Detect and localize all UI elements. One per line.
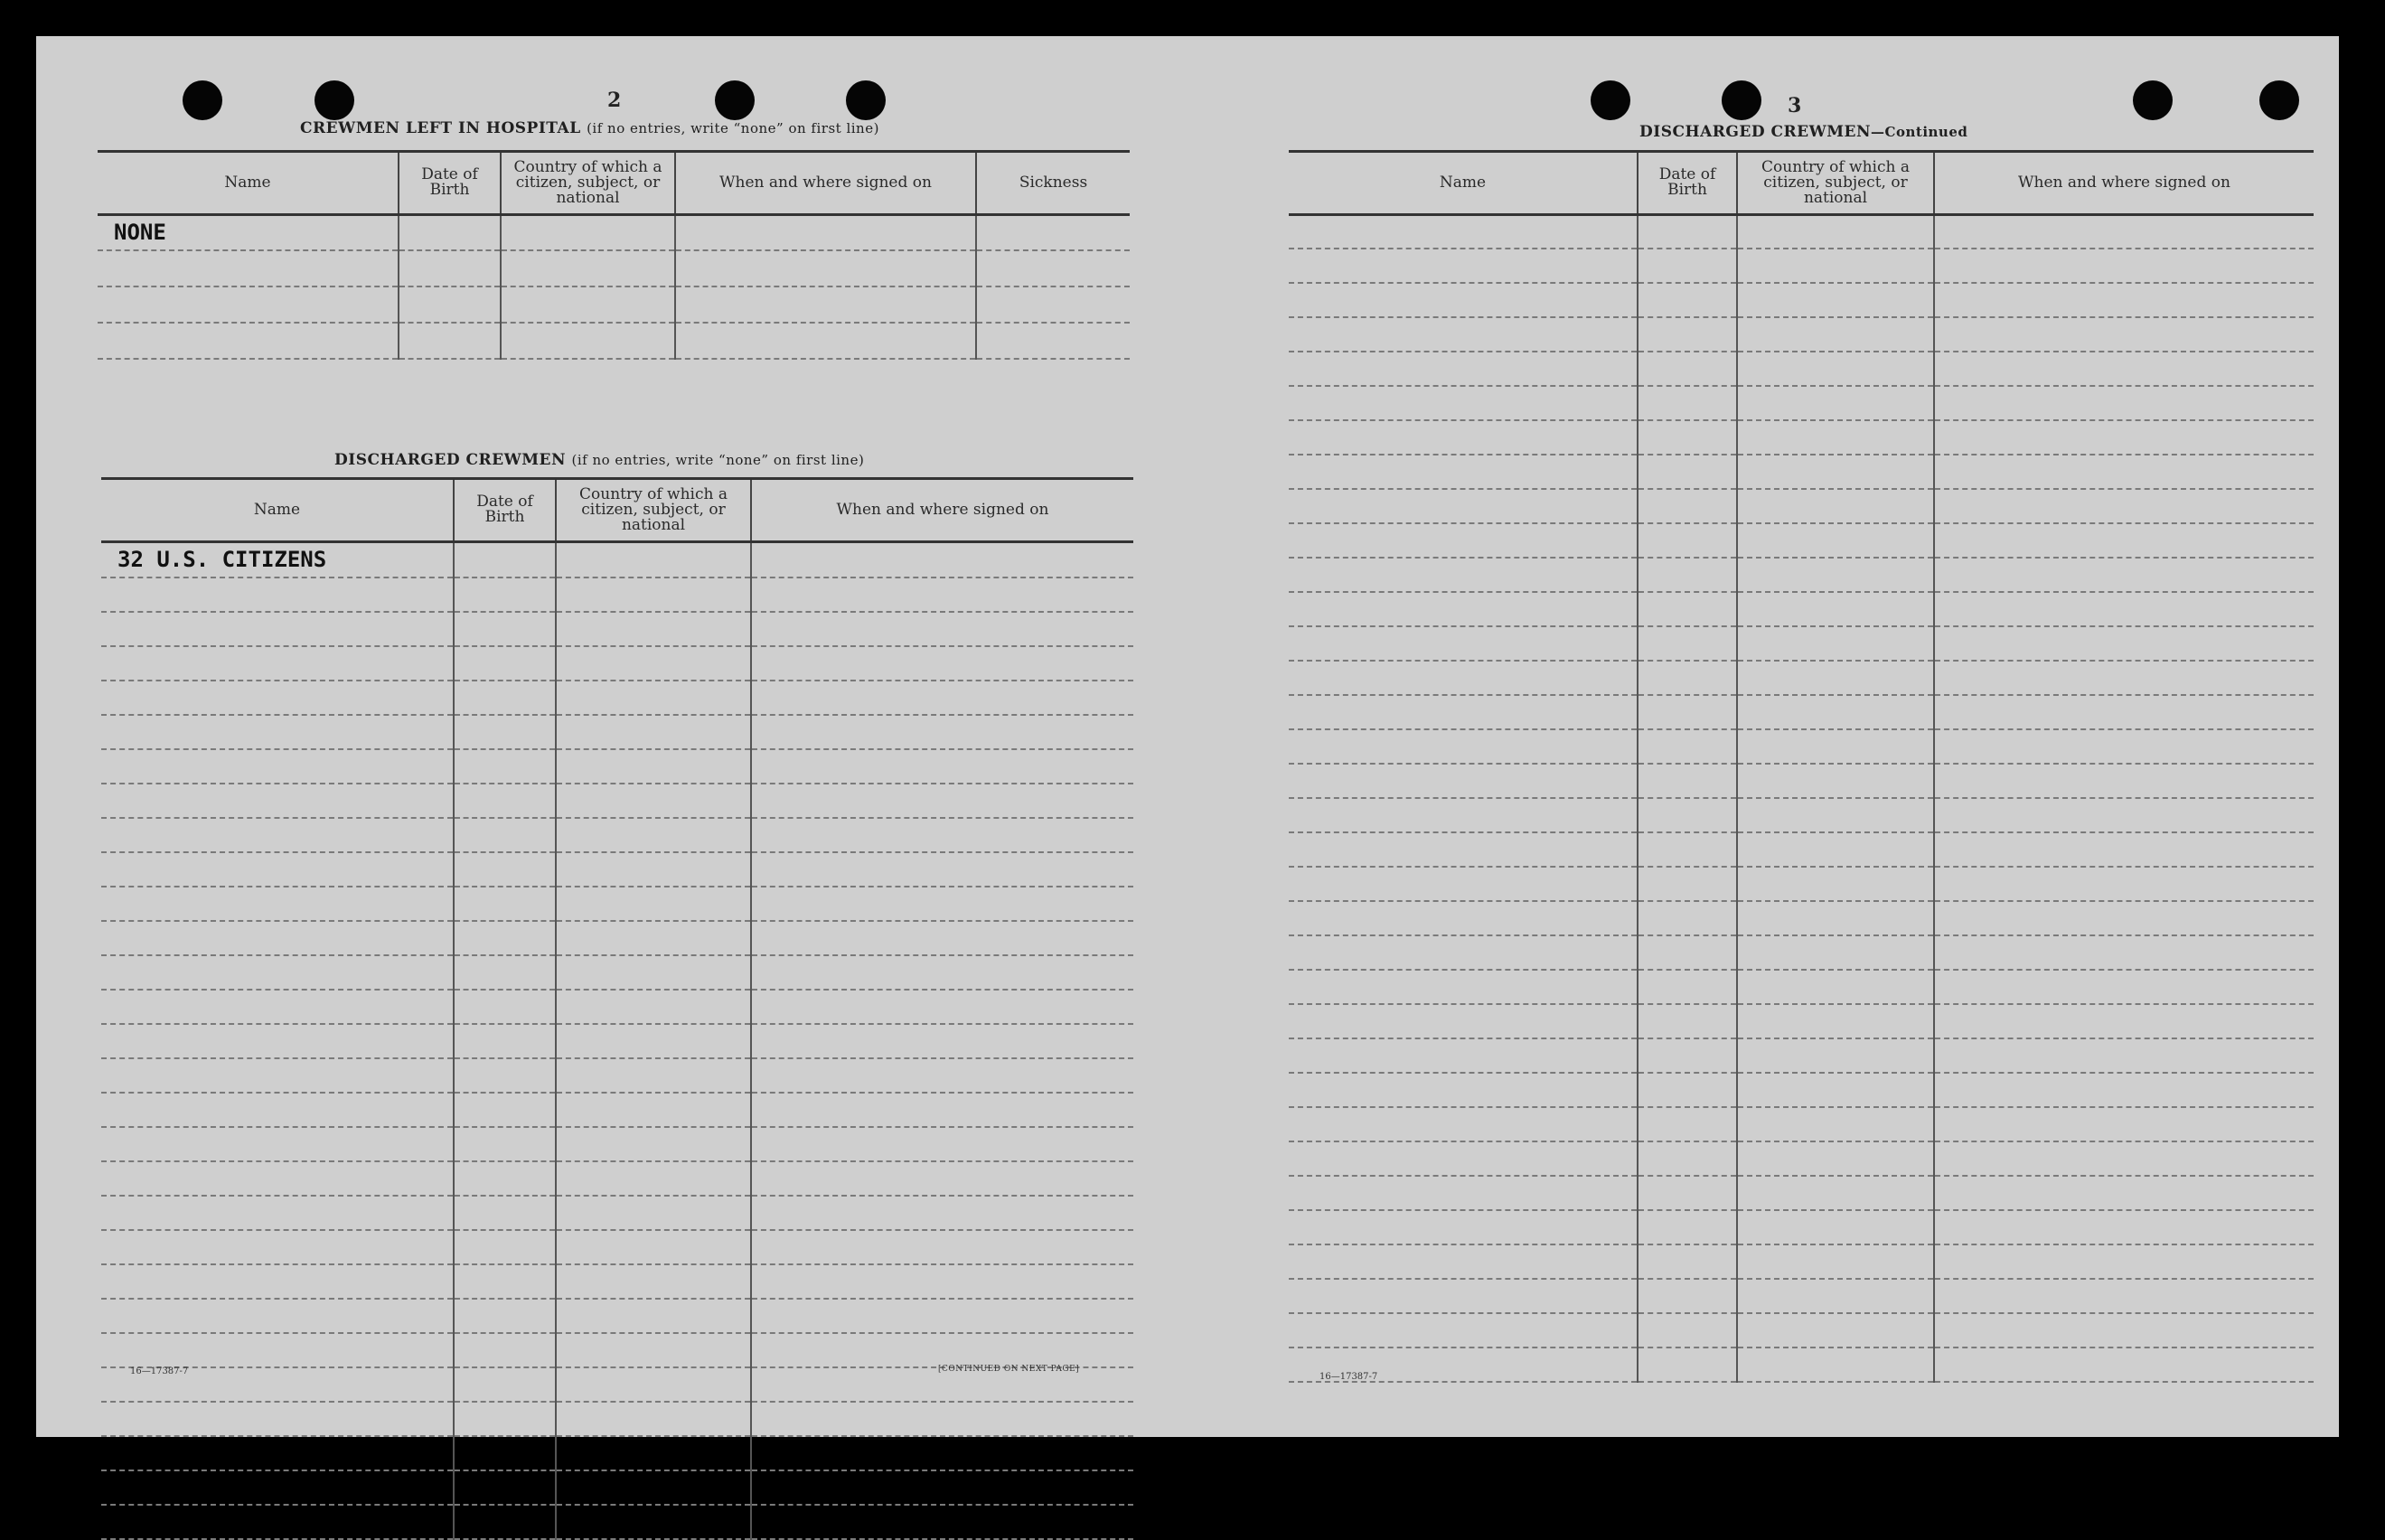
table-row	[101, 681, 1133, 715]
table-row	[1289, 1210, 2314, 1244]
punch-hole	[846, 80, 886, 120]
col-signed-on: When and where signed on	[675, 153, 976, 214]
table-row	[101, 1264, 1133, 1299]
table-row	[1289, 661, 2314, 695]
table-row	[101, 1093, 1133, 1127]
table-row	[1289, 832, 2314, 867]
table-row	[1289, 1141, 2314, 1176]
table-row	[1289, 970, 2314, 1004]
table-row	[1289, 935, 2314, 970]
table-row	[1289, 798, 2314, 832]
form-number: 16—17387-7	[130, 1366, 189, 1376]
punch-hole	[715, 80, 755, 120]
table-row	[1289, 352, 2314, 386]
table-row	[98, 250, 1130, 286]
table-row	[101, 990, 1133, 1024]
table-row	[1289, 1073, 2314, 1107]
discharged-section-title	[334, 451, 864, 469]
left-page	[36, 36, 1184, 1437]
table-row	[1289, 1004, 2314, 1038]
discharged-subtitle: (if no entries, write “none” on first line)	[571, 452, 865, 468]
table-row	[101, 852, 1133, 887]
discharged-title: DISCHARGED CREWMEN	[334, 451, 567, 469]
table-row	[1289, 729, 2314, 764]
col-country: Country of which a citizen, subject, or national	[501, 153, 675, 214]
form-number: 16—17387-7	[1319, 1372, 1378, 1382]
table-row	[101, 646, 1133, 681]
table-row	[1289, 1244, 2314, 1279]
table-row	[101, 715, 1133, 749]
punch-hole	[2259, 80, 2299, 120]
table-row	[101, 749, 1133, 784]
table-row	[101, 1436, 1133, 1470]
discharged-title: DISCHARGED CREWMEN	[1639, 123, 1872, 141]
table-row	[101, 1470, 1133, 1505]
table-row	[101, 1058, 1133, 1093]
table-row	[98, 214, 1130, 250]
table-row	[101, 887, 1133, 921]
table-row	[98, 323, 1130, 359]
table-row	[101, 1024, 1133, 1058]
col-name: Name	[98, 153, 399, 214]
table-row	[101, 1299, 1133, 1333]
table-row	[101, 1127, 1133, 1161]
document-sheet	[36, 36, 2339, 1437]
col-country: Country of which a citizen, subject, or national	[556, 480, 751, 541]
col-date-of-birth: Date of Birth	[399, 153, 501, 214]
punch-hole	[183, 80, 222, 120]
table-row	[101, 921, 1133, 955]
table-row	[101, 1196, 1133, 1230]
hospital-section-title	[300, 119, 879, 137]
discharged-continued-title	[1639, 123, 1967, 141]
continued-suffix: —Continued	[1871, 124, 1968, 140]
table-row	[101, 578, 1133, 612]
col-date-of-birth: Date of Birth	[454, 480, 556, 541]
col-name: Name	[1289, 153, 1638, 214]
punch-hole	[1591, 80, 1630, 120]
table-row	[1289, 901, 2314, 935]
table-row	[101, 1402, 1133, 1436]
table-row	[1289, 317, 2314, 352]
table-row	[101, 818, 1133, 852]
table-row	[1289, 1279, 2314, 1313]
table-row	[1289, 1348, 2314, 1382]
page-number: 3	[1788, 94, 1802, 117]
col-signed-on: When and where signed on	[751, 480, 1133, 541]
table-row	[1289, 558, 2314, 592]
table-row	[1289, 283, 2314, 317]
table-row	[101, 1505, 1133, 1539]
punch-hole	[1722, 80, 1761, 120]
table-row	[101, 541, 1133, 578]
hospital-title: CREWMEN LEFT IN HOSPITAL	[300, 119, 581, 137]
table-row	[1289, 214, 2314, 249]
discharged-first-entry: 32 U.S. CITIZENS	[101, 541, 454, 578]
table-row	[1289, 1038, 2314, 1073]
table-row	[101, 784, 1133, 818]
table-row	[1289, 764, 2314, 798]
col-date-of-birth: Date of Birth	[1638, 153, 1737, 214]
table-row	[1289, 420, 2314, 455]
col-sickness: Sickness	[976, 153, 1130, 214]
table-row	[1289, 249, 2314, 283]
hospital-table	[98, 153, 1130, 360]
table-row	[101, 955, 1133, 990]
punch-hole	[2133, 80, 2173, 120]
table-row	[101, 612, 1133, 646]
table-row	[1289, 695, 2314, 729]
discharged-table	[101, 480, 1133, 1540]
right-page	[1188, 36, 2339, 1437]
discharged-continued-table	[1289, 153, 2314, 1383]
continued-note: [CONTINUED ON NEXT PAGE]	[938, 1365, 1080, 1374]
hospital-first-entry: NONE	[98, 214, 399, 250]
table-row	[1289, 1313, 2314, 1348]
table-row	[1289, 592, 2314, 626]
table-row	[1289, 626, 2314, 661]
table-row	[101, 1230, 1133, 1264]
hospital-subtitle: (if no entries, write “none” on first line)	[587, 120, 879, 136]
col-name: Name	[101, 480, 454, 541]
page-number: 2	[607, 89, 622, 112]
table-row	[101, 1333, 1133, 1367]
table-row	[1289, 386, 2314, 420]
table-row	[101, 1161, 1133, 1196]
table-row	[1289, 489, 2314, 523]
col-country: Country of which a citizen, subject, or national	[1737, 153, 1934, 214]
col-signed-on: When and where signed on	[1934, 153, 2314, 214]
table-row	[1289, 867, 2314, 901]
table-row	[1289, 1176, 2314, 1210]
punch-hole	[315, 80, 354, 120]
table-row	[1289, 1107, 2314, 1141]
table-row	[1289, 455, 2314, 489]
table-row	[1289, 523, 2314, 558]
table-row	[98, 286, 1130, 323]
